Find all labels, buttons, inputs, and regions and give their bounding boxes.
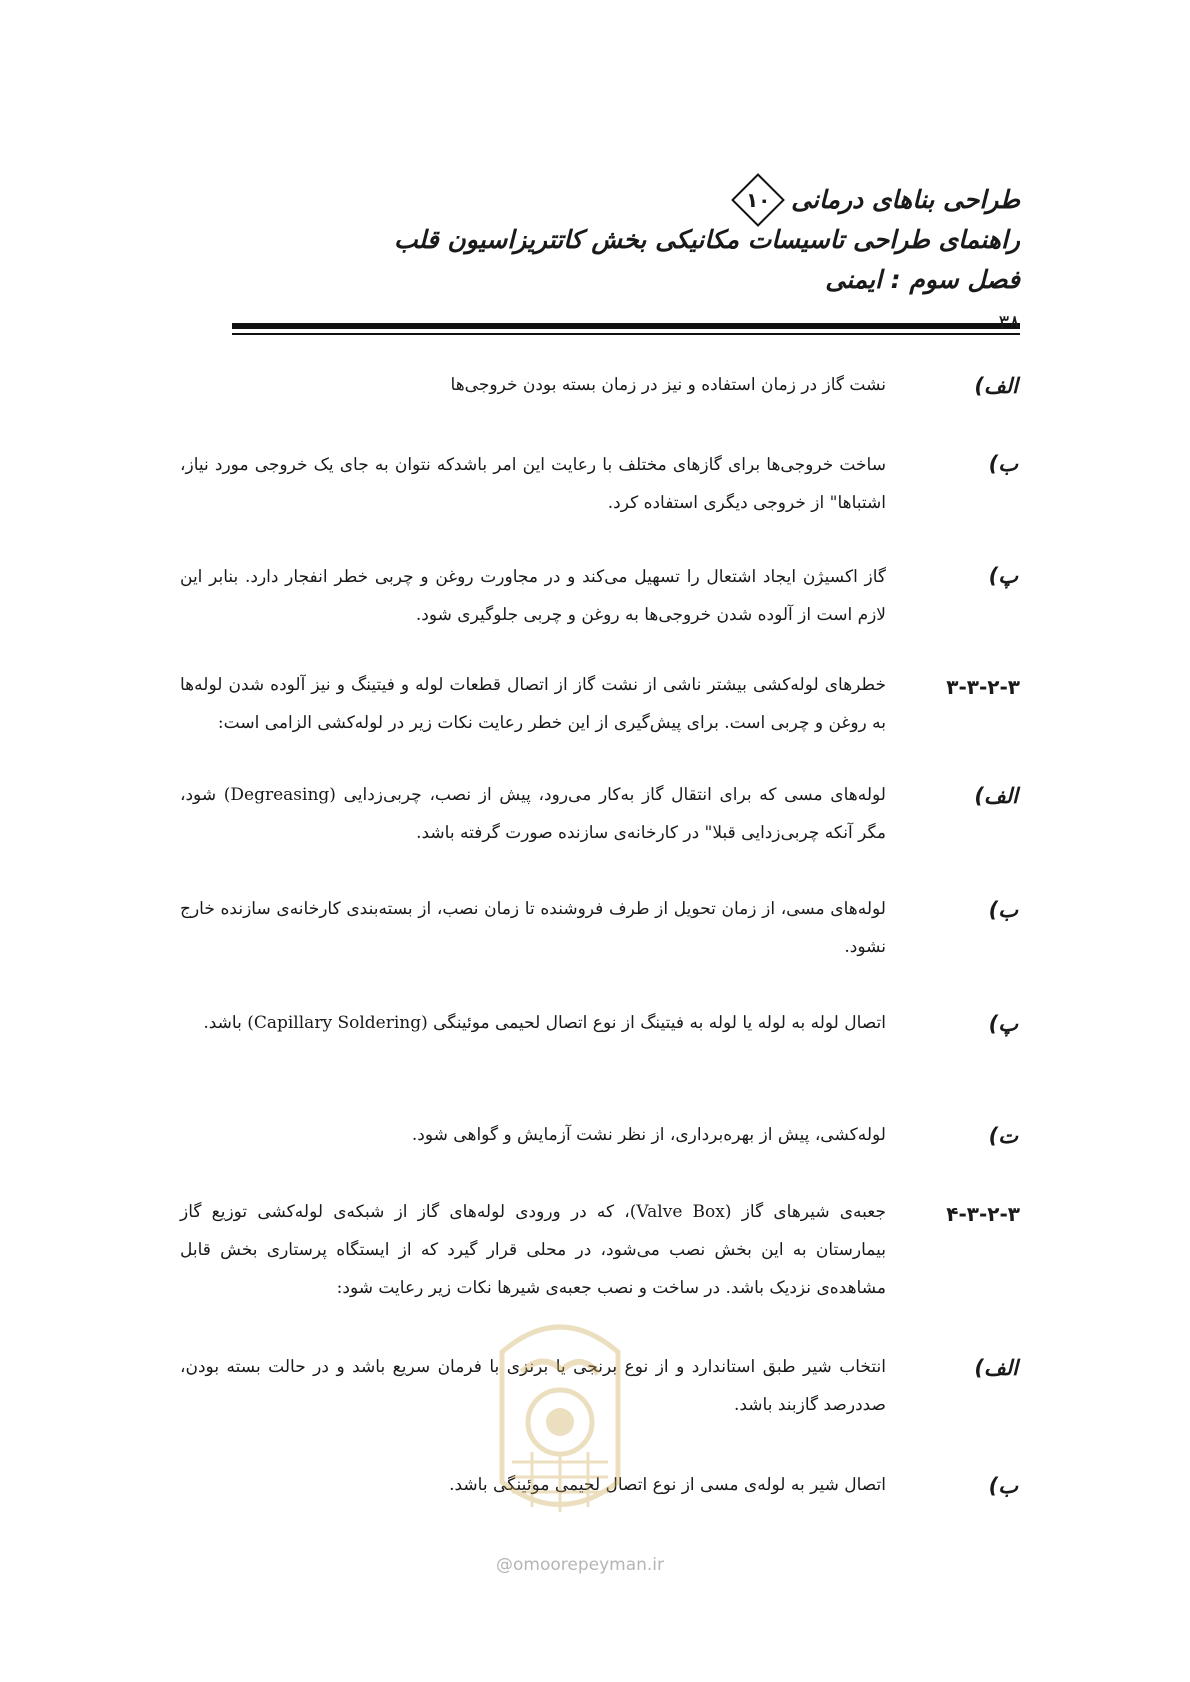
item-text: لوله‌کشی، پیش از بهره‌برداری، از نظر نشت آزمایش و گواهی شود. (411, 1125, 886, 1145)
watermark-logo (482, 1312, 638, 1532)
section-text: جعبه‌ی شیرهای گاز (Valve Box)، که در ورودی لوله‌های گاز از شبکه‌ی لوله‌کشی توزیع گاز بیمارستان به این بخش نصب می‌شود، در محلی قرار گیرد که از ایستگاه پرستاری بخش قابل مشاهده‌ی نزدیک باشد. در ساخت و نصب جعبه‌ی شیرها نکات زیر رعایت شود: (180, 1202, 887, 1298)
watermark-text: @omoorepeyman.ir (496, 1555, 665, 1575)
item-text: انتخاب شیر طبق استاندارد و از نوع برنجی یا برنزی با فرمان سریع باشد و در حالت بسته بودن، صددرصد گازبند باشد. (180, 1357, 886, 1415)
header-rule-thin (232, 333, 1020, 335)
item-label: الف) (974, 374, 1018, 398)
item-label: ب) (988, 1474, 1018, 1498)
item-text: گاز اکسیژن ایجاد اشتعال را تسهیل می‌کند و در مجاورت روغن و چربی خطر انفجار دارد. بنابر این لازم است از آلوده شدن خروجی‌ها به روغن و چربی جلوگیری شود. (180, 567, 886, 625)
guide-title: راهنمای طراحی تاسیسات مکانیکی بخش کاتتریزاسیون قلب (393, 225, 1020, 254)
chapter-title: فصل سوم : ایمنی (825, 265, 1020, 294)
item-text: اتصال شیر به لوله‌ی مسی از نوع اتصال لحیمی موئینگی باشد. (449, 1475, 886, 1495)
series-title: طراحی بناهای درمانی (791, 185, 1020, 214)
item-label: الف) (974, 784, 1018, 808)
item-text: لوله‌های مسی که برای انتقال گاز به‌کار می‌رود، پیش از نصب، چربی‌زدایی (Degreasing) شود، مگر آنکه چربی‌زدایی قبلا" در کارخانه‌ی سازنده صورت گرفته باشد. (180, 785, 886, 843)
item-label: ب) (988, 452, 1018, 476)
section-text: خطرهای لوله‌کشی بیشتر ناشی از نشت گاز از اتصال قطعات لوله و فیتینگ و نیز آلوده شدن لوله‌ها به روغن و چربی است. برای پیش‌گیری از این خطر رعایت نکات زیر در لوله‌کشی الزامی است: (180, 675, 886, 733)
series-number: ۱۰ (745, 188, 771, 213)
section-number: ۴-۳-۲-۳ (946, 1202, 1020, 1226)
item-text: اتصال لوله به لوله یا لوله به فیتینگ از نوع اتصال لحیمی موئینگی (Capillary Soldering) باشد. (203, 1013, 886, 1033)
section-number: ۳-۳-۲-۳ (946, 675, 1020, 699)
item-text: نشت گاز در زمان استفاده و نیز در زمان بسته بودن خروجی‌ها (450, 375, 886, 395)
series-title-line (394, 180, 1020, 220)
header-rule-thick (232, 323, 1020, 329)
item-label: پ) (988, 564, 1018, 588)
item-label: ت) (988, 1124, 1018, 1148)
item-label: ب) (988, 898, 1018, 922)
series-number-badge (731, 173, 785, 227)
item-text: لوله‌های مسی، از زمان تحویل از طرف فروشنده تا زمان نصب، از بسته‌بندی کارخانه‌ی سازنده خارج نشود. (180, 899, 886, 957)
item-label: پ) (988, 1012, 1018, 1036)
item-label: الف) (974, 1356, 1018, 1380)
item-text: ساخت خروجی‌ها برای گازهای مختلف با رعایت این امر باشدکه نتوان به جای یک خروجی مورد نیاز، اشتباها" از خروجی دیگری استفاده کرد. (180, 455, 886, 513)
page-number: ۳۸ (998, 310, 1020, 334)
document-header (394, 180, 1020, 300)
